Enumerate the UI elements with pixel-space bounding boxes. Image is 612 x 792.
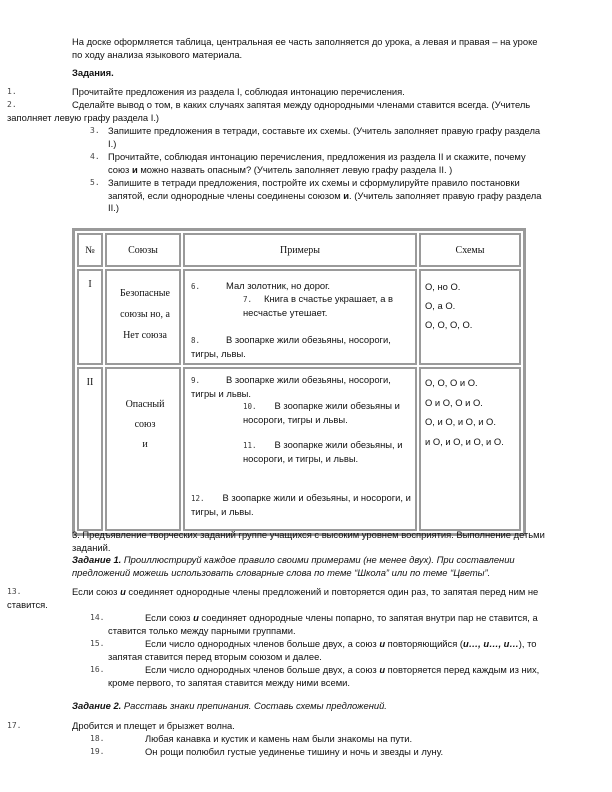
task-text: Прочитайте предложения из раздела I, соблюдая интонацию перечисления.: [72, 86, 405, 97]
rule-text: Если число однородных членов больше двух, а союз и повторяется перед каждым из них, кроме первого, то запятая ставится между ними всеми.: [108, 664, 540, 688]
rule-number: 14.: [90, 613, 105, 622]
example-item: 6. Мал золотник, но дорог.: [191, 280, 331, 291]
task-number: 3.: [90, 126, 100, 135]
union-line: союз: [134, 419, 156, 430]
union-line: и: [142, 439, 148, 450]
scheme-item: О, но О.: [425, 281, 461, 292]
union-line: Безопасные: [120, 288, 170, 299]
sentence-number: 18.: [90, 734, 105, 743]
tasks-heading: Задания.: [72, 67, 114, 78]
task-number: 1.: [7, 87, 17, 96]
header-number: №: [77, 233, 103, 267]
task-number: 4.: [90, 152, 100, 161]
example-item: 10. В зоопарке жили обезьяны и носороги, тигры и львы.: [243, 400, 400, 425]
header-examples: Примеры: [183, 233, 417, 267]
header-schemes: Схемы: [419, 233, 521, 267]
rule-number: 13.: [7, 587, 22, 596]
task-text: Сделайте вывод о том, в каких случаях запятая между однородными членами ставится всегда. (Учитель заполняет левую графу раздела I.): [7, 99, 531, 123]
examples-cell: [183, 367, 417, 531]
section3-paragraph: 3. Предъявление творческих заданий группе учащихся с высоким уровнем восприятия. Выполнение детьми заданий.: [72, 529, 545, 553]
example-item: 7. Книга в счастье украшает, а в несчастье утешает.: [243, 293, 394, 318]
example-item: 11. В зоопарке жили обезьяны, и носороги, и тигры, и львы.: [243, 439, 403, 464]
sentence-number: 19.: [90, 747, 105, 756]
example-item: 12. В зоопарке жили и обезьяны, и носороги, и тигры, и львы.: [191, 492, 411, 517]
rule-text: Если число однородных членов больше двух, а союз и повторяющийся (и…, и…, и…), то запятая ставится перед вторым союзом и далее.: [108, 638, 537, 662]
row-number: II: [77, 367, 103, 531]
row-number: I: [77, 269, 103, 365]
header-unions: Союзы: [105, 233, 181, 267]
schemes-table: [72, 228, 526, 536]
sentence-text: Любая канавка и кустик и камень нам были знакомы на пути.: [145, 733, 413, 744]
scheme-item: О, О, О, О.: [425, 319, 473, 330]
union-line: Нет союза: [123, 330, 167, 341]
scheme-item: О, О, О и О.: [425, 377, 478, 388]
rule-text: Если союз и соединяет однородные члены предложений и повторяется один раз, то запятая перед ним не ставится.: [7, 586, 539, 610]
example-item: 8. В зоопарке жили обезьяны, носороги, тигры, львы.: [191, 334, 391, 359]
example-item: 9. В зоопарке жили обезьяны, носороги, тигры и львы.: [191, 374, 391, 399]
task1-paragraph: Задание 1. Проиллюстрируй каждое правило своими примерами (не менее двух). При составлении предложений можешь использовать словарные слова по теме “Школа” или по теме “Цветы”.: [72, 554, 515, 578]
union-line: Опасный: [125, 399, 165, 410]
intro-paragraph: На доске оформляется таблица, центральная ее часть заполняется до урока, а левая и правая – на уроке по ходу анализа языкового материала.: [72, 36, 538, 60]
rule-text: Если союз и соединяет однородные члены попарно, то запятая внутри пар не ставится, а ставится только между парными группами.: [108, 612, 538, 636]
sentence-number: 17.: [7, 721, 22, 730]
union-line: союзы но, а: [120, 309, 170, 320]
task-text: Запишите предложения в тетради, составьте их схемы. (Учитель заполняет правую графу раздела I.): [108, 125, 541, 149]
task-text: Прочитайте, соблюдая интонацию перечисления, предложения из раздела II и скажите, почему союз и можно назвать опасным? (Учитель заполняет левую графу раздела II. ): [108, 151, 526, 175]
task-number: 2.: [7, 100, 17, 109]
task2-paragraph: Задание 2. Расставь знаки препинания. Составь схемы предложений.: [72, 700, 387, 711]
sentence-text: Он рощи полюбил густые уединенье тишину и ночь и звезды и луну.: [145, 746, 444, 757]
scheme-item: и О, и О, и О, и О.: [425, 435, 504, 447]
unions-cell: [105, 269, 181, 365]
task-text: Запишите в тетради предложения, постройте их схемы и сформулируйте правило постановки запятой, если однородные члены соединены союзом и. (Учитель заполняет правую графу раздела II.): [108, 177, 542, 214]
schemes-cell: [419, 269, 521, 365]
scheme-item: О, и О, и О, и О.: [425, 416, 496, 427]
sentence-text: Дробится и плещет и брызжет волна.: [72, 720, 235, 731]
scheme-item: О, а О.: [425, 300, 456, 311]
schemes-cell: [419, 367, 521, 531]
scheme-item: О и О, О и О.: [425, 396, 483, 408]
rule-number: 16.: [90, 665, 105, 674]
task-number: 5.: [90, 178, 100, 187]
examples-cell: [183, 269, 417, 365]
unions-cell: [105, 367, 181, 531]
rule-number: 15.: [90, 639, 105, 648]
